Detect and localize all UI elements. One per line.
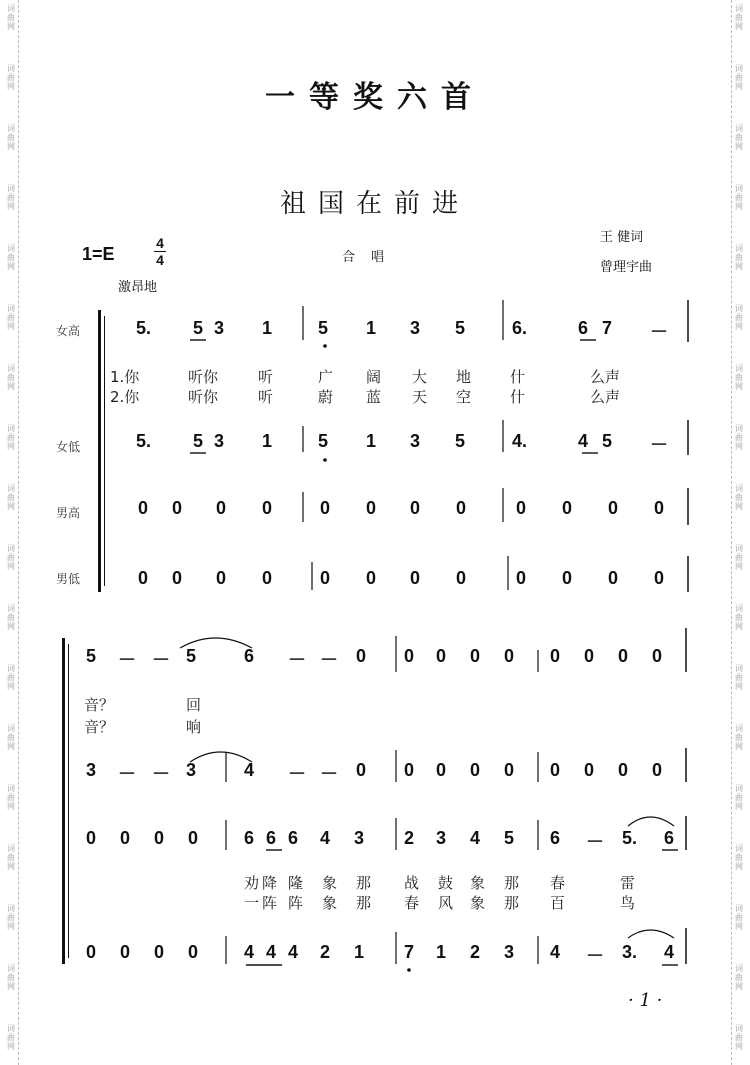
alto-note: － xyxy=(152,764,170,784)
bass-note: 4 xyxy=(266,942,277,962)
watermark-text: 词曲网 xyxy=(7,424,15,451)
watermark-text: 词曲网 xyxy=(735,124,743,151)
tempo-marking: 激昂地 xyxy=(118,280,158,295)
alto-note: 0 xyxy=(436,760,447,780)
soprano-note: 0 xyxy=(584,646,595,666)
bass-note: 0 xyxy=(410,568,421,588)
watermark-text: 词曲网 xyxy=(735,184,743,211)
lyric-verse2: 听 xyxy=(258,388,274,406)
soprano-note: 6 xyxy=(244,646,255,666)
soprano-note: － xyxy=(118,650,136,670)
watermark-text: 词曲网 xyxy=(7,4,15,31)
watermark-text: 词曲网 xyxy=(735,484,743,511)
composer-credit: 曾理宇曲 xyxy=(600,260,653,275)
tenor-note: 0 xyxy=(216,498,227,518)
bass-note: 2 xyxy=(470,942,481,962)
bass-note: 4 xyxy=(244,942,255,962)
soprano-note: 0 xyxy=(652,646,663,666)
lyric-verse2: 听你 xyxy=(188,388,219,406)
voice-label-tenor: 男高 xyxy=(56,506,81,520)
tenor-note: 0 xyxy=(562,498,573,518)
bass-note: 0 xyxy=(172,568,183,588)
bass-note: 0 xyxy=(86,942,97,962)
alto-note: 5. xyxy=(136,431,152,451)
bass-note: 3 xyxy=(504,942,515,962)
tenor-note: 0 xyxy=(120,828,131,848)
alto-note: 0 xyxy=(584,760,595,780)
watermark-text: 词曲网 xyxy=(7,64,15,91)
bass-note: 1 xyxy=(436,942,447,962)
soprano-note: 0 xyxy=(470,646,481,666)
lyric-verse2: 天 xyxy=(412,388,428,406)
alto-note: 0 xyxy=(470,760,481,780)
tie xyxy=(628,930,674,938)
soprano-note: 5 xyxy=(193,318,204,338)
watermark-text: 词曲网 xyxy=(735,244,743,271)
alto-note: 5 xyxy=(455,431,466,451)
lyric-verse1: 什 xyxy=(510,368,526,386)
lyric-verse1: 么声 xyxy=(590,368,621,386)
watermark-text: 词曲网 xyxy=(7,184,15,211)
bass-note: 4 xyxy=(664,942,675,962)
tenor-lyric-verse2: 百 xyxy=(550,894,566,912)
bass-note: 0 xyxy=(138,568,149,588)
tenor-lyric-verse2: 一 xyxy=(244,894,260,912)
voice-label-alto: 女低 xyxy=(56,440,81,454)
tenor-lyric-verse1: 那 xyxy=(356,874,372,892)
alto-note: 5 xyxy=(193,431,204,451)
tenor-lyric-verse1: 劝 xyxy=(244,874,260,892)
bass-note: 0 xyxy=(562,568,573,588)
watermark-text: 词曲网 xyxy=(735,4,743,31)
tenor-note: 6 xyxy=(244,828,255,848)
tenor-note: 0 xyxy=(320,498,331,518)
tenor-note: 0 xyxy=(456,498,467,518)
alto-note: － xyxy=(118,764,136,784)
watermark-text: 词曲网 xyxy=(735,784,743,811)
tenor-note: 3 xyxy=(436,828,447,848)
voice-label-bass: 男低 xyxy=(56,572,81,586)
soprano-note: 0 xyxy=(436,646,447,666)
bass-note: 0 xyxy=(366,568,377,588)
bass-note: 0 xyxy=(188,942,199,962)
watermark-text: 词曲网 xyxy=(7,304,15,331)
alto-note: 3 xyxy=(86,760,97,780)
soprano-note: 3 xyxy=(410,318,421,338)
tenor-note: 0 xyxy=(262,498,273,518)
tenor-note: 5 xyxy=(504,828,515,848)
soprano-note: 5 xyxy=(455,318,466,338)
watermark-text: 词曲网 xyxy=(7,964,15,991)
soprano-note: 1 xyxy=(262,318,273,338)
tie xyxy=(628,817,674,826)
lyric-verse1: 地 xyxy=(456,368,472,386)
tenor-note: 0 xyxy=(410,498,421,518)
soprano-note: 0 xyxy=(356,646,367,666)
alto-note: 0 xyxy=(356,760,367,780)
tenor-lyric-verse1: 春 xyxy=(550,874,566,892)
watermark-text: 词曲网 xyxy=(7,364,15,391)
alto-note: － xyxy=(288,764,306,784)
tenor-note: 0 xyxy=(516,498,527,518)
tenor-lyric-verse1: 象 xyxy=(322,874,338,892)
tenor-note: 0 xyxy=(86,828,97,848)
page-number: · 1 · xyxy=(628,990,663,1011)
lyric-verse1: 大 xyxy=(412,368,428,386)
watermark-text: 词曲网 xyxy=(7,844,15,871)
time-sig-bottom: 4 xyxy=(156,252,164,268)
soprano-note: 5 xyxy=(318,318,329,338)
lyric-verse2: 蓝 xyxy=(366,388,382,406)
tenor-note: 6 xyxy=(266,828,277,848)
watermark-text: 词曲网 xyxy=(7,244,15,271)
lyric-verse1: 听你 xyxy=(188,368,219,386)
tenor-lyric-verse2: 象 xyxy=(322,894,338,912)
bass-note: 7 xyxy=(404,942,415,962)
tenor-lyric-verse2: 那 xyxy=(356,894,372,912)
tenor-note: 3 xyxy=(354,828,365,848)
octave-dot xyxy=(407,968,411,972)
alto-note: 0 xyxy=(618,760,629,780)
soprano-note: 7 xyxy=(602,318,613,338)
tenor-lyric-verse1: 战 xyxy=(404,874,420,892)
soprano-note: 0 xyxy=(504,646,515,666)
time-sig-top: 4 xyxy=(156,235,164,251)
lyric-verse1: 阔 xyxy=(366,368,382,386)
soprano-note: 0 xyxy=(404,646,415,666)
voice-label-soprano: 女高 xyxy=(56,324,81,338)
bass-note: 0 xyxy=(654,568,665,588)
lyric-verse2: 么声 xyxy=(590,388,621,406)
alto-note: － xyxy=(650,435,668,455)
alto-note: 3 xyxy=(214,431,225,451)
octave-dot xyxy=(323,458,327,462)
soprano-note: 1 xyxy=(366,318,377,338)
soprano-note: 6 xyxy=(578,318,589,338)
watermark-text: 词曲网 xyxy=(735,904,743,931)
watermark-text: 词曲网 xyxy=(7,724,15,751)
tenor-lyric-verse1: 降 xyxy=(262,874,278,892)
watermark-text: 词曲网 xyxy=(735,424,743,451)
watermark-text: 词曲网 xyxy=(7,664,15,691)
alto-note: 5 xyxy=(602,431,613,451)
soprano-note: 0 xyxy=(550,646,561,666)
tenor-lyric-verse2: 阵 xyxy=(288,894,304,912)
bass-note: 0 xyxy=(516,568,527,588)
tie xyxy=(180,638,252,648)
tenor-note: 6 xyxy=(664,828,675,848)
watermark-text: 词曲网 xyxy=(7,904,15,931)
lyric-verse2: 响 xyxy=(186,718,202,736)
watermark-text: 词曲网 xyxy=(7,604,15,631)
watermark-text: 词曲网 xyxy=(735,364,743,391)
tenor-note: 2 xyxy=(404,828,415,848)
watermark-text: 词曲网 xyxy=(735,1024,743,1051)
watermark-text: 词曲网 xyxy=(7,484,15,511)
watermark-text: 词曲网 xyxy=(735,64,743,91)
lyric-verse1: 音？ xyxy=(84,696,115,714)
bass-note: 0 xyxy=(154,942,165,962)
performance-type: 合 唱 xyxy=(342,250,391,265)
alto-note: 0 xyxy=(504,760,515,780)
soprano-note: － xyxy=(152,650,170,670)
soprano-note: － xyxy=(320,650,338,670)
watermark-text: 词曲网 xyxy=(735,964,743,991)
bass-note: 3. xyxy=(622,942,638,962)
alto-note: 4. xyxy=(512,431,528,451)
tenor-note: 6 xyxy=(288,828,299,848)
tenor-lyric-verse1: 象 xyxy=(470,874,486,892)
tenor-lyric-verse2: 阵 xyxy=(262,894,278,912)
tenor-lyric-verse1: 隆 xyxy=(288,874,304,892)
alto-note: 4 xyxy=(578,431,589,451)
tenor-lyric-verse1: 雷 xyxy=(620,874,636,892)
alto-note: 3 xyxy=(186,760,197,780)
soprano-note: 6. xyxy=(512,318,528,338)
tenor-note: 6 xyxy=(550,828,561,848)
bass-note: 4 xyxy=(288,942,299,962)
tenor-lyric-verse2: 那 xyxy=(504,894,520,912)
bass-note: 0 xyxy=(120,942,131,962)
bass-note: － xyxy=(586,946,604,966)
soprano-note: 3 xyxy=(214,318,225,338)
lyric-verse1: 1.你 xyxy=(110,368,140,386)
bass-note: 4 xyxy=(550,942,561,962)
tenor-lyric-verse2: 风 xyxy=(438,894,454,912)
bass-note: 0 xyxy=(456,568,467,588)
watermark-text: 词曲网 xyxy=(7,784,15,811)
tenor-lyric-verse1: 鼓 xyxy=(438,874,454,892)
alto-note: 1 xyxy=(262,431,273,451)
tenor-note: 4 xyxy=(320,828,331,848)
alto-note: 0 xyxy=(550,760,561,780)
alto-note: 0 xyxy=(652,760,663,780)
alto-note: － xyxy=(320,764,338,784)
tenor-note: 4 xyxy=(470,828,481,848)
lyric-verse1: 听 xyxy=(258,368,274,386)
tenor-note: 0 xyxy=(608,498,619,518)
soprano-note: 5 xyxy=(86,646,97,666)
tenor-lyric-verse1: 那 xyxy=(504,874,520,892)
tenor-lyric-verse2: 春 xyxy=(404,894,420,912)
tenor-lyric-verse2: 象 xyxy=(470,894,486,912)
alto-note: 1 xyxy=(366,431,377,451)
watermark-text: 词曲网 xyxy=(7,1024,15,1051)
tenor-note: 0 xyxy=(654,498,665,518)
watermark-text: 词曲网 xyxy=(7,124,15,151)
lyric-verse1: 广 xyxy=(318,368,334,386)
bass-note: 0 xyxy=(262,568,273,588)
lyric-verse2: 2.你 xyxy=(110,388,140,406)
bass-note: 1 xyxy=(354,942,365,962)
watermark-text: 词曲网 xyxy=(735,844,743,871)
tenor-note: 0 xyxy=(188,828,199,848)
watermark-text: 词曲网 xyxy=(735,664,743,691)
alto-note: 4 xyxy=(244,760,255,780)
watermark-text: 词曲网 xyxy=(735,724,743,751)
lyricist-credit: 王 健词 xyxy=(600,230,644,245)
octave-dot xyxy=(323,344,327,348)
soprano-note: 5. xyxy=(136,318,152,338)
tenor-note: 0 xyxy=(366,498,377,518)
lyric-verse1: 回 xyxy=(186,696,202,714)
tie xyxy=(190,752,252,762)
soprano-note: － xyxy=(650,322,668,342)
key-signature: 1=E xyxy=(82,244,115,264)
page-title: 一等奖六首 xyxy=(265,80,485,115)
watermark-text: 词曲网 xyxy=(7,544,15,571)
tenor-lyric-verse2: 鸟 xyxy=(620,894,636,912)
bass-note: 0 xyxy=(216,568,227,588)
watermark-text: 词曲网 xyxy=(735,604,743,631)
tenor-note: － xyxy=(586,832,604,852)
tenor-note: 0 xyxy=(172,498,183,518)
watermark-text: 词曲网 xyxy=(735,304,743,331)
tenor-note: 0 xyxy=(154,828,165,848)
lyric-verse2: 什 xyxy=(510,388,526,406)
soprano-note: 0 xyxy=(618,646,629,666)
lyric-verse2: 蔚 xyxy=(318,388,334,406)
bass-note: 0 xyxy=(608,568,619,588)
alto-note: 5 xyxy=(318,431,329,451)
song-title: 祖国在前进 xyxy=(279,189,470,219)
soprano-note: － xyxy=(288,650,306,670)
alto-note: 0 xyxy=(404,760,415,780)
tenor-note: 0 xyxy=(138,498,149,518)
lyric-verse2: 空 xyxy=(456,388,472,406)
soprano-note: 5 xyxy=(186,646,197,666)
tenor-note: 5. xyxy=(622,828,638,848)
bass-note: 0 xyxy=(320,568,331,588)
watermark-text: 词曲网 xyxy=(735,544,743,571)
bass-note: 2 xyxy=(320,942,331,962)
lyric-verse2: 音？ xyxy=(84,718,115,736)
alto-note: 3 xyxy=(410,431,421,451)
